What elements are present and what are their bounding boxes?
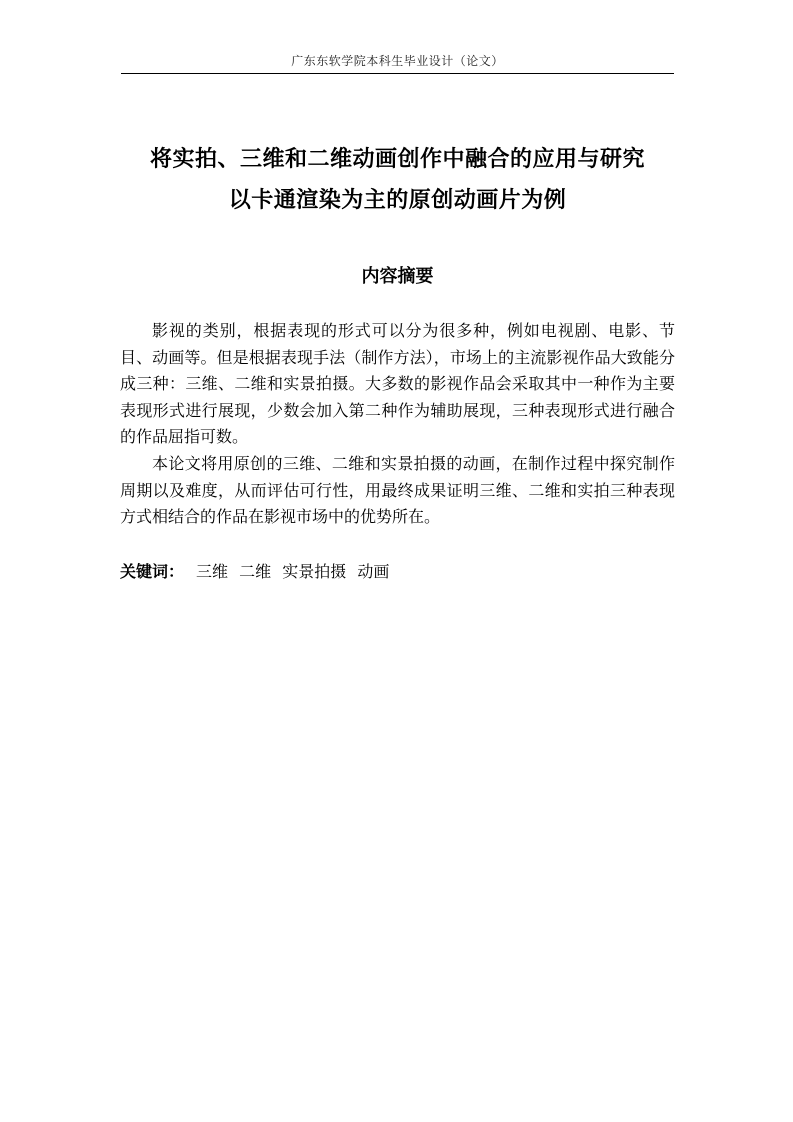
title-line-2: 以卡通渲染为主的原创动画片为例 xyxy=(228,188,567,213)
keyword-item: 实景拍摄 xyxy=(282,562,347,581)
header-rule xyxy=(121,73,674,74)
title-line-1: 将实拍、三维和二维动画创作中融合的应用与研究 xyxy=(149,147,645,172)
abstract-paragraph-2: 本论文将用原创的三维、二维和实景拍摄的动画，在制作过程中探究制作周期以及难度，从而评估可行性，用最终成果证明三维、二维和实拍三种表现方式相结合的作品在影视市场中的优势所在。 xyxy=(120,454,675,526)
abstract-paragraph-1: 影视的类别，根据表现的形式可以分为很多种，例如电视剧、电影、节目、动画等。但是根据表现手法（制作方法），市场上的主流影视作品大致能分成三种：三维、二维和实景拍摄。大多数的影视作品会采取其中一种作为主要表现形式进行展现，少数会加入第二种作为辅助展现，三种表现形式进行融合的作品屈指可数。 xyxy=(120,321,675,446)
page-header: 广东东软学院本科生毕业设计（论文） xyxy=(291,54,504,68)
keywords-label: 关键词： xyxy=(120,562,185,581)
abstract-heading: 内容摘要 xyxy=(361,266,434,287)
keyword-item: 动画 xyxy=(357,562,390,581)
keyword-item: 三维 xyxy=(196,562,229,581)
keywords-line xyxy=(120,559,675,585)
keyword-item: 二维 xyxy=(239,562,272,581)
